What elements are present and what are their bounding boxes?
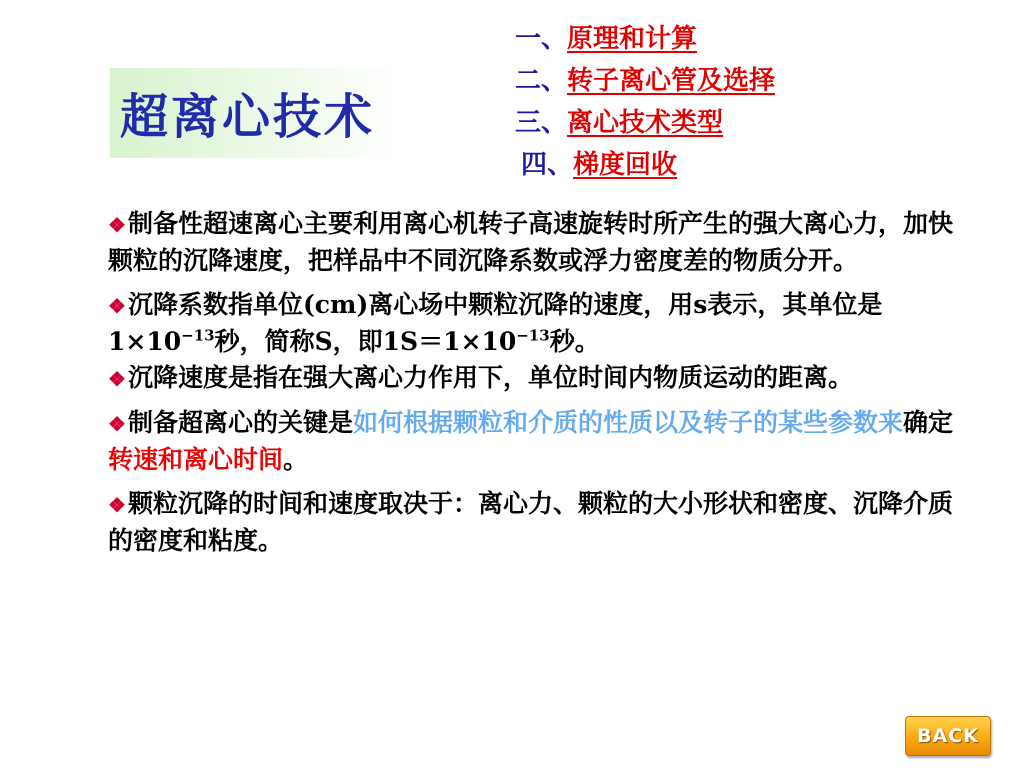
menu-link-rotor[interactable]: 转子离心管及选择 (567, 66, 776, 96)
menu-link-principle[interactable]: 原理和计算 (567, 24, 698, 54)
paragraph-text: 确定 (902, 408, 953, 437)
diamond-bullet-icon: ❖ (108, 213, 126, 237)
menu-number: 二、 (515, 66, 568, 96)
highlight-blue-text: 如何根据颗粒和介质的性质以及转子的某些参数来 (352, 408, 903, 437)
menu-item-3[interactable] (515, 102, 775, 144)
paragraph-3 (108, 360, 968, 397)
section-menu (515, 18, 775, 186)
menu-number: 四、 (521, 150, 574, 180)
paragraph-text: 颗粒沉降的时间和速度取决于：离心力、颗粒的大小形状和密度、沉降介质的密度和粘度。 (108, 489, 953, 555)
paragraph-text: 制备性超速离心主要利用离心机转子高速旋转时所产生的强大离心力，加快颗粒的沉降速度，把样品中不同沉降系数或浮力密度差的物质分开。 (108, 209, 953, 275)
paragraph-text: 秒。 (549, 327, 600, 356)
paragraph-text: 秒，简称S，即1S＝1×10 (214, 327, 517, 356)
diamond-bullet-icon: ❖ (108, 294, 126, 318)
diamond-bullet-icon: ❖ (108, 493, 126, 517)
paragraph-text: 沉降速度是指在强大离心力作用下，单位时间内物质运动的距离。 (127, 363, 853, 392)
diamond-bullet-icon: ❖ (108, 367, 126, 391)
exponent: −13 (516, 326, 550, 345)
paragraph-4 (108, 405, 968, 478)
page-title: 超离心技术 (120, 89, 376, 145)
diamond-bullet-icon: ❖ (108, 412, 126, 436)
highlight-red-text: 转速和离心时间 (108, 445, 284, 474)
menu-item-2[interactable] (515, 60, 775, 102)
menu-item-1[interactable] (515, 18, 775, 60)
back-button[interactable]: BACK (905, 716, 991, 756)
paragraph-text: 制备超离心的关键是 (127, 408, 353, 437)
body-content (108, 206, 968, 567)
paragraph-2 (108, 287, 968, 360)
menu-link-types[interactable]: 离心技术类型 (567, 108, 724, 138)
exponent: −13 (181, 326, 215, 345)
paragraph-1 (108, 206, 968, 279)
menu-number: 一、 (515, 24, 568, 54)
paragraph-text: 。 (283, 445, 309, 474)
paragraph-5 (108, 486, 968, 559)
menu-link-gradient[interactable]: 梯度回收 (573, 150, 678, 180)
paragraph-text: 沉降系数指单位(cm)离心场中颗粒沉降的速度，用s表示，其单位是1×10 (108, 290, 883, 356)
menu-item-4[interactable] (515, 144, 775, 186)
menu-number: 三、 (515, 108, 568, 138)
